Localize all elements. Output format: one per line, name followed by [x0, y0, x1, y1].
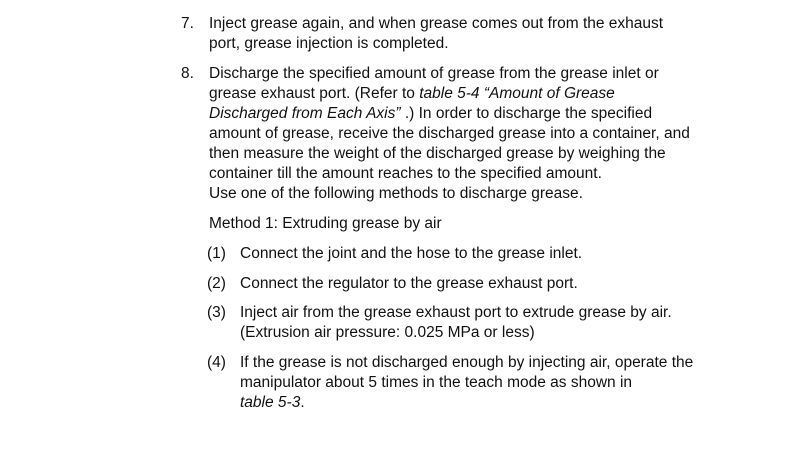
step-line-text: grease exhaust port. (Refer to [209, 85, 420, 102]
step-line-text: .) In order to discharge the specified [400, 105, 653, 122]
substep-line: manipulator about 5 times in the teach mode as shown in [240, 374, 633, 391]
substep-number: (1) [207, 245, 226, 262]
substep-line [240, 393, 693, 413]
substep-line: (Extrusion air pressure: 0.025 MPa or less) [240, 324, 535, 341]
method-1-title: Method 1: Extruding grease by air [209, 215, 442, 232]
step-line: Discharge the specified amount of grease from the grease inlet or [209, 65, 659, 82]
substep-number: (2) [207, 275, 226, 292]
substep-text [240, 274, 578, 294]
step-line [209, 104, 749, 124]
table-reference: table 5-3 [240, 394, 301, 411]
substep-text [240, 244, 582, 264]
substep-line-suffix: . [300, 394, 305, 411]
substep-line: Connect the regulator to the grease exhaust port. [240, 275, 578, 292]
step-line: then measure the weight of the discharged grease by weighing the [209, 145, 666, 162]
step-line: Inject grease again, and when grease comes out from the exhaust [209, 15, 664, 32]
step-number: 8. [181, 65, 194, 82]
substep-line: Connect the joint and the hose to the grease inlet. [240, 245, 583, 262]
step-line: amount of grease, receive the discharged grease into a container, and [209, 125, 690, 142]
substep-text [240, 353, 693, 413]
substep-number: (3) [207, 304, 226, 321]
substep-text [240, 303, 672, 343]
table-reference: Discharged from Each Axis” [209, 105, 401, 122]
step-line: container till the amount reaches to the specified amount. [209, 165, 602, 182]
step-line: Use one of the following methods to discharge grease. [209, 185, 583, 202]
table-reference: table 5-4 “Amount of Grease [419, 85, 615, 102]
substep-line: Inject air from the grease exhaust port to extrude grease by air. [240, 304, 672, 321]
step-line: port, grease injection is completed. [209, 35, 449, 52]
step-number: 7. [181, 15, 194, 32]
substep-number: (4) [207, 354, 226, 371]
step-text [209, 64, 749, 204]
step-text [209, 14, 749, 54]
step-line [209, 84, 749, 104]
substep-line: If the grease is not discharged enough by injecting air, operate the [240, 354, 694, 371]
